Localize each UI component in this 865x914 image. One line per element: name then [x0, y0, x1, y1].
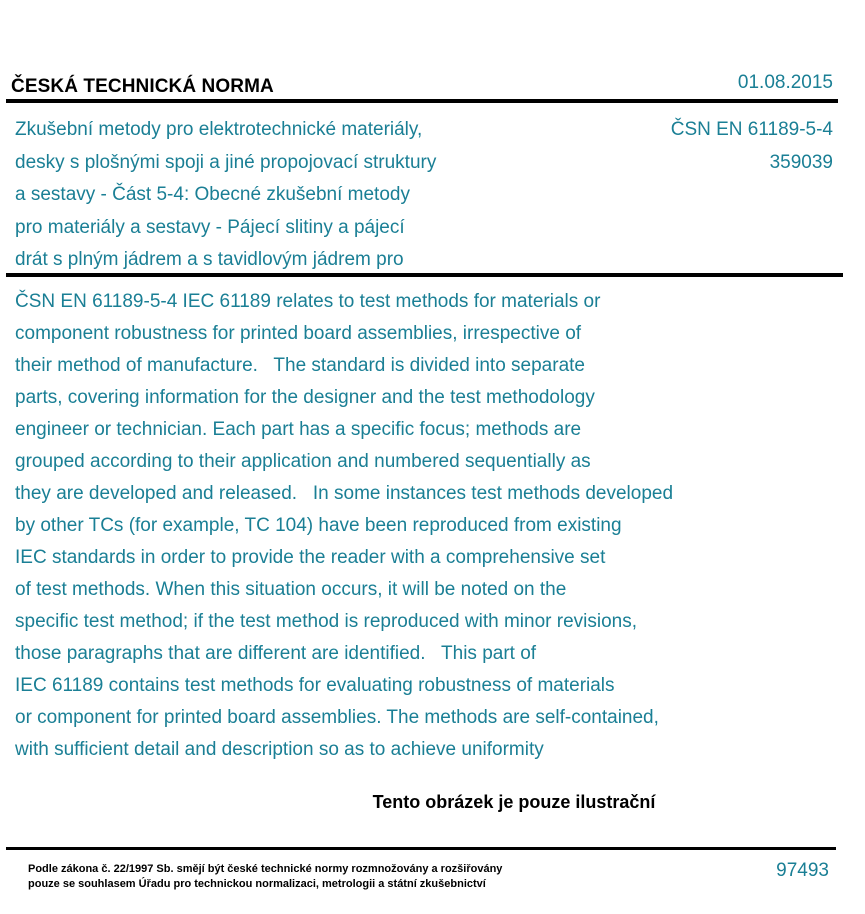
abstract-line: engineer or technician. Each part has a specific focus; methods are	[15, 419, 582, 440]
title-line: a sestavy - Část 5-4: Obecné zkušební metody	[15, 184, 410, 205]
title-line: pro materiály a sestavy - Pájecí slitiny a pájecí	[15, 216, 405, 238]
footer-divider	[6, 847, 836, 850]
legal-line: Podle zákona č. 22/1997 Sb. smějí být české technické normy rozmnožovány a rozšiřovány	[28, 863, 503, 875]
document-number: 97493	[776, 860, 829, 881]
abstract-line: IEC 61189 contains test methods for evaluating robustness of materials	[15, 675, 615, 696]
abstract-line: component robustness for printed board assemblies, irrespective of	[15, 323, 582, 344]
abstract-line: of test methods. When this situation occurs, it will be noted on the	[15, 579, 567, 600]
title-divider	[6, 273, 843, 277]
legal-notice	[28, 862, 502, 892]
abstract-line: ČSN EN 61189-5-4 IEC 61189 relates to test methods for materials or	[15, 291, 601, 312]
abstract-line: by other TCs (for example, TC 104) have been reproduced from existing	[15, 515, 622, 536]
standard-title	[15, 114, 436, 277]
abstract-line: grouped according to their application and numbered sequentially as	[15, 451, 591, 472]
abstract-line: those paragraphs that are different are identified. This part of	[15, 643, 537, 664]
publication-date: 01.08.2015	[737, 72, 833, 93]
abstract-line: with sufficient detail and description so as to achieve uniformity	[15, 739, 544, 760]
abstract-text	[15, 286, 673, 766]
abstract-line: or component for printed board assemblies. The methods are self-contained,	[15, 707, 659, 728]
abstract-line: they are developed and released. In some instances test methods developed	[15, 483, 674, 504]
abstract-line: parts, covering information for the designer and the test methodology	[15, 387, 595, 408]
abstract-line: specific test method; if the test method is reproduced with minor revisions,	[15, 611, 637, 632]
norm-designation: ČSN EN 61189-5-4	[670, 119, 833, 140]
norm-class-code: 359039	[769, 151, 833, 173]
header-divider	[6, 99, 838, 103]
abstract-line: their method of manufacture. The standard is divided into separate	[15, 355, 585, 376]
title-line: drát s plným jádrem a s tavidlovým jádrem pro	[15, 249, 404, 270]
illustration-disclaimer: Tento obrázek je pouze ilustrační	[372, 792, 656, 812]
abstract-line: IEC standards in order to provide the reader with a comprehensive set	[15, 547, 606, 568]
document-heading: ČESKÁ TECHNICKÁ NORMA	[11, 76, 274, 97]
title-line: desky s plošnými spoji a jiné propojovací struktury	[15, 151, 437, 173]
title-line: Zkušební metody pro elektrotechnické materiály,	[15, 119, 423, 140]
norm-identification	[671, 114, 833, 179]
legal-line: pouze se souhlasem Úřadu pro technickou normalizaci, metrologii a státní zkušebnictví	[28, 878, 486, 890]
